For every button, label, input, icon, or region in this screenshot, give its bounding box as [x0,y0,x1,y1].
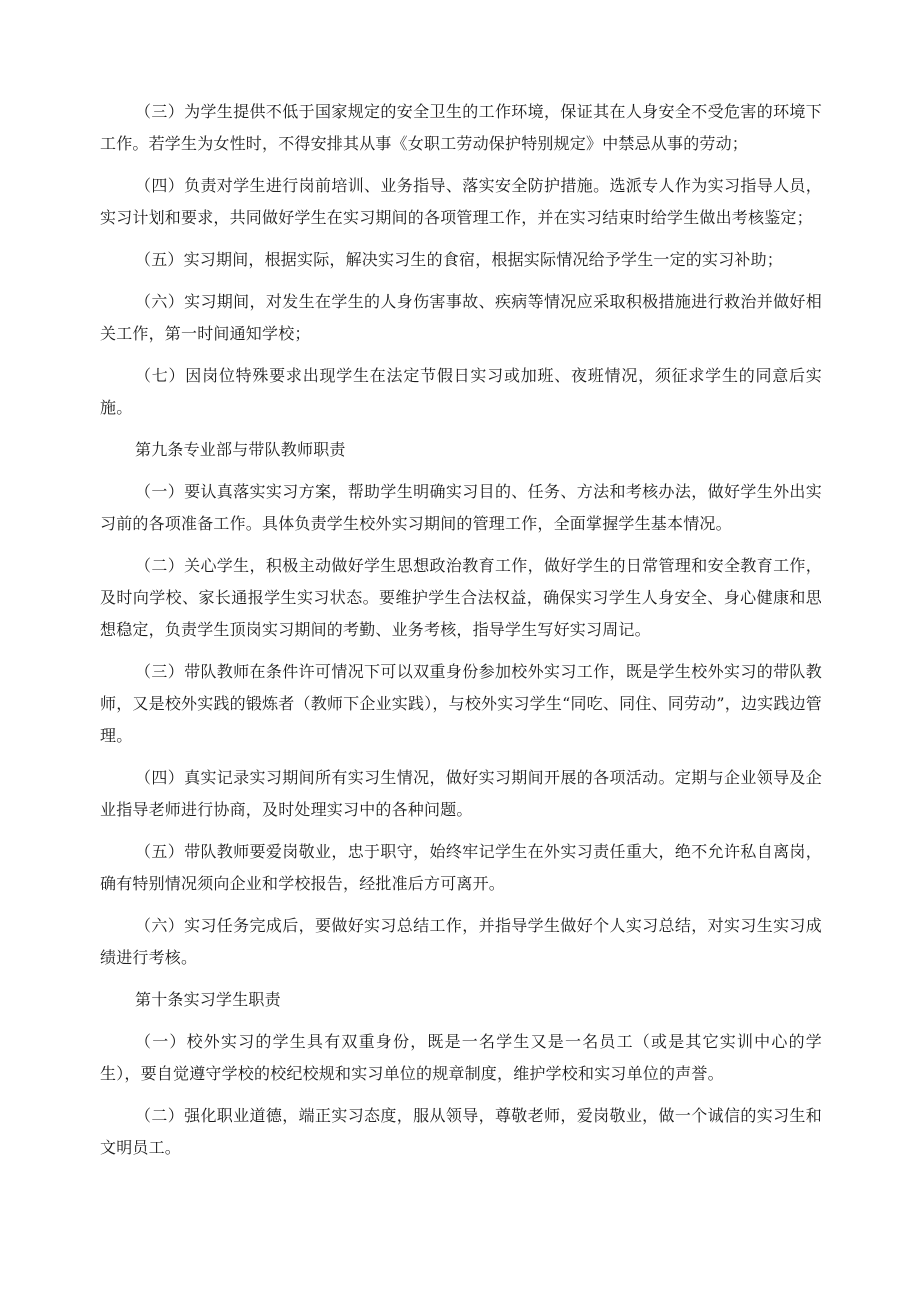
paragraph: （三）带队教师在条件许可情况下可以双重身份参加校外实习工作，既是学生校外实习的带队教师，又是校外实践的锻炼者（教师下企业实践），与校外实习学生“同吃、同住、同劳动”，边实践边管理。 [100,662,822,745]
paragraph: （六）实习期间，对发生在学生的人身伤害事故、疾病等情况应采取积极措施进行救治并做好相关工作，第一时间通知学校； [100,292,822,343]
paragraph: （五）带队教师要爱岗敬业，忠于职守，始终牢记学生在外实习责任重大，绝不允许私自离岗，确有特别情况须向企业和学校报告，经批准后方可离开。 [100,842,822,893]
paragraph: （三）为学生提供不低于国家规定的安全卫生的工作环境，保证其在人身安全不受危害的环境下工作。若学生为女性时，不得安排其从事《女职工劳动保护特别规定》中禁忌从事的劳动； [100,102,822,153]
paragraph: （四）负责对学生进行岗前培训、业务指导、落实安全防护措施。选派专人作为实习指导人员，实习计划和要求，共同做好学生在实习期间的各项管理工作，并在实习结束时给学生做出考核鉴定； [100,176,822,227]
article-heading: 第九条专业部与带队教师职责 [135,440,346,459]
paragraph: （二）强化职业道德，端正实习态度，服从领导，尊敬老师，爱岗敬业，做一个诚信的实习生和文明员工。 [100,1106,822,1157]
paragraph: （六）实习任务完成后，要做好实习总结工作，并指导学生做好个人实习总结，对实习生实习成绩进行考核。 [100,916,822,967]
article-heading: 第十条实习学生职责 [135,990,281,1009]
paragraph: （四）真实记录实习期间所有实习生情况，做好实习期间开展的各项活动。定期与企业领导及企业指导老师进行协商，及时处理实习中的各种问题。 [100,768,822,819]
paragraph: （七）因岗位特殊要求出现学生在法定节假日实习或加班、夜班情况，须征求学生的同意后实施。 [100,366,822,417]
paragraph: （五）实习期间，根据实际，解决实习生的食宿，根据实际情况给予学生一定的实习补助； [135,250,784,269]
paragraph: （二）关心学生，积极主动做好学生思想政治教育工作，做好学生的日常管理和安全教育工作，及时向学校、家长通报学生实习状态。要维护学生合法权益，确保实习学生人身安全、身心健康和思想稳定，负责学生顶岗实习期间的考勤、业务考核，指导学生写好实习周记。 [100,556,822,639]
paragraph: （一）要认真落实实习方案，帮助学生明确实习目的、任务、方法和考核办法，做好学生外出实习前的各项准备工作。具体负责学生校外实习期间的管理工作，全面掌握学生基本情况。 [100,482,822,533]
paragraph: （一）校外实习的学生具有双重身份，既是一名学生又是一名员工（或是其它实训中心的学生），要自觉遵守学校的校纪校规和实习单位的规章制度，维护学校和实习单位的声誉。 [100,1032,822,1083]
